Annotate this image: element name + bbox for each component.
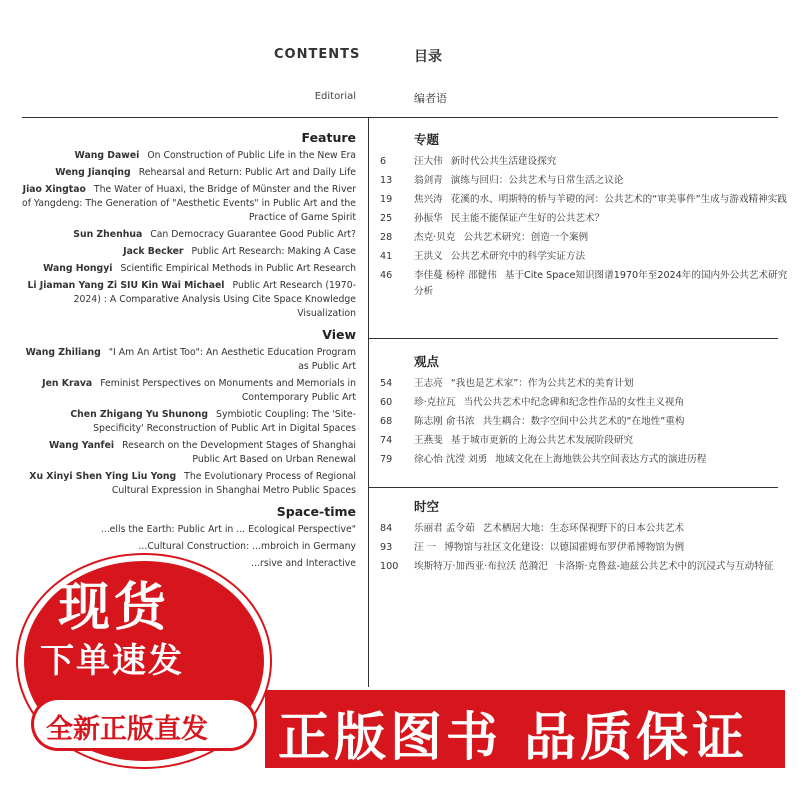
cn-entry-page: 28 [380,232,393,243]
editorial-label-en: Editorial [314,91,356,102]
cn-entry-author: 焦兴涛 [414,194,443,205]
cn-entry-title: 艺术栖居大地：生态环保视野下的日本公共艺术 [482,523,685,534]
cn-entry-author: 杰克·贝克 [414,232,456,243]
en-entry [22,245,356,259]
cn-entry-body [414,521,790,537]
cn-entry-title: 公共艺术研究中的科学实证方法 [450,251,586,262]
cn-entry-page: 100 [380,561,399,572]
en-entry-author: Wang Dawei [74,150,140,161]
cn-entry-body [414,173,790,189]
top-divider [22,117,778,118]
cn-section-title: 时空 [414,499,440,514]
en-entry [22,228,356,242]
en-entry-title: Can Democracy Guarantee Good Public Art? [150,229,356,240]
en-entry-title: ...Cultural Construction: ...mbroich in Germany [138,541,356,552]
cn-entry-body [414,154,790,170]
cn-entry-author: 徐心怡 沈滢 刘勇 [414,454,488,465]
en-entry-author: Jiao Xingtao [22,184,86,195]
cn-entry-page: 13 [380,175,393,186]
chinese-section-1 [380,130,790,303]
en-entry-author: Chen Zhigang Yu Shunong [70,409,209,420]
contents-heading-en: CONTENTS [274,47,361,62]
cn-entry [380,540,790,556]
en-entry-title: Research on the Development Stages of Shanghai Public Art Based on Urban Renewal [122,440,356,465]
cn-entry-title: 民主能不能保证产生好的公共艺术？ [450,213,605,224]
cn-entry-author: 乐丽君 孟令茹 [414,523,475,534]
cn-entry-title: 当代公共艺术中纪念碑和纪念性作品的女性主义视角 [463,397,685,408]
cn-entry-title: 花溪的水、明斯特的桥与羊磴的河：公共艺术的“审美事件”生成与游戏精神实践 [450,194,787,205]
cn-entry-page: 19 [380,194,393,205]
en-entry-author: Li Jiaman Yang Zi SIU Kin Wai Michael [27,280,225,291]
en-entry-title: On Construction of Public Life in the New Era [147,150,356,161]
contents-heading-cn: 目录 [414,49,442,65]
en-entry [22,523,356,537]
cn-entry-body [414,395,790,411]
section-divider-1 [368,338,778,339]
en-entry-author: Xu Xinyi Shen Ying Liu Yong [29,471,177,482]
cn-entry [380,433,790,449]
cn-entry-body [414,540,790,556]
cn-entry [380,452,790,468]
cn-entry-title: 卡洛斯·克鲁兹-迪兹公共艺术中的沉浸式与互动特征 [555,561,774,572]
cn-entry-body [414,192,790,208]
cn-entry-page: 46 [380,270,393,281]
cn-entry-page: 74 [380,435,393,446]
en-entry [22,149,356,163]
cn-entry-author: 王志亮 [414,378,443,389]
column-divider [368,117,369,687]
cn-entry [380,268,790,300]
section-divider-2 [368,487,778,488]
cn-entry [380,521,790,537]
chinese-section-3 [380,497,790,578]
en-entry-title: Public Art Research: Making A Case [191,246,356,257]
editorial-label-cn: 编者语 [414,92,447,105]
en-entry [22,439,356,467]
en-section [22,504,356,571]
cn-entry-page: 84 [380,523,393,534]
en-entry-author: Jen Krava [42,378,93,389]
chinese-section-2 [380,352,790,471]
promo-banner-text: 正版图书 品质保证 [278,708,749,768]
cn-entry-body [414,211,790,227]
cn-entry-page: 6 [380,156,387,167]
promo-badge-line2: 下单速发 [40,641,184,681]
en-entry [22,346,356,374]
en-entry-title: Symbiotic Coupling: The 'Site-Specificity' Reconstruction of Public Art in Digital Spaces [93,409,356,434]
cn-entry-page: 25 [380,213,393,224]
cn-entry [380,559,790,575]
cn-entry-body [414,230,790,246]
cn-entry-page: 41 [380,251,393,262]
cn-entry-body [414,249,790,265]
en-entry [22,183,356,225]
cn-entry-title: 新时代公共生活建设探究 [450,156,557,167]
en-entry-title: Scientific Empirical Methods in Public Art Research [120,263,356,274]
cn-entry-title: 博物馆与社区文化建设：以德国霍姆布罗伊希博物馆为例 [444,542,685,553]
cn-entry [380,230,790,246]
en-entry-author: Wang Zhiliang [25,347,101,358]
en-entry [22,262,356,276]
en-entry-author: Weng Jianqing [55,167,131,178]
cn-entry-title: 基于Cite Space知识图谱1970年至2024年的国内外公共艺术研究分析 [414,270,788,297]
cn-entry-author: 翁剑青 [414,175,443,186]
en-entry-title: ...rsive and Interactive [251,558,356,569]
cn-entry-body [414,559,790,575]
en-entry [22,470,356,498]
cn-entry-author: 孙振华 [414,213,443,224]
en-entry-author: Sun Zhenhua [73,229,143,240]
cn-section-title: 观点 [414,354,440,369]
cn-entry [380,376,790,392]
en-entry-author: Wang Hongyi [43,263,113,274]
en-entry-title: Feminist Perspectives on Monuments and Memorials in Contemporary Public Art [100,378,356,403]
en-entry-author: Wang Yanfei [49,440,115,451]
en-entry-title: Rehearsal and Return: Public Art and Daily Life [138,167,356,178]
cn-entry-author: 李佳蔓 杨梓 邵健伟 [414,270,497,281]
cn-entry-author: 王洪义 [414,251,443,262]
cn-entry-body [414,376,790,392]
en-entry [22,279,356,321]
cn-entry-title: 演练与回归：公共艺术与日常生活之议论 [450,175,624,186]
cn-entry-body [414,268,790,300]
en-entry-title: The Evolutionary Process of Regional Cultural Expression in Shanghai Metro Public Spaces [111,471,356,496]
en-entry-author: Jack Becker [123,246,184,257]
cn-entry [380,192,790,208]
cn-entry-author: 埃斯特万·加西亚·布拉沃 范漪汜 [414,561,548,572]
cn-section-title: 专题 [414,132,440,147]
cn-entry-title: 地域文化在上海地铁公共空间表达方式的演进历程 [495,454,707,465]
cn-entry-page: 79 [380,454,393,465]
cn-entry [380,395,790,411]
cn-entry-page: 60 [380,397,393,408]
en-entry-title: "I Am An Artist Too": An Aesthetic Education Program as Public Art [108,347,356,372]
en-entry [22,408,356,436]
cn-entry-title: 基于城市更新的上海公共艺术发展阶段研究 [450,435,634,446]
en-section-title: View [322,327,356,342]
cn-entry-author: 陈志刚 俞书浓 [414,416,475,427]
cn-entry-title: “我也是艺术家”：作为公共艺术的美育计划 [450,378,634,389]
en-section-title: Space-time [276,504,356,519]
en-section [22,327,356,498]
en-entry-title: The Water of Huaxi, the Bridge of Münster and the River of Yangdeng: The Generation of "Aesthetic Events" in Public Art and the Practice of Game Spirit [22,184,356,223]
cn-entry-title: 公共艺术研究：创造一个案例 [463,232,589,243]
cn-entry-author: 汪 一 [414,542,437,553]
promo-badge-line3: 全新正版直发 [46,714,208,745]
cn-entry-body [414,452,790,468]
cn-entry [380,414,790,430]
cn-entry-title: 共生耦合：数字空间中公共艺术的“在地性”重构 [482,416,685,427]
en-entry-title: ...ells the Earth: Public Art in ... Ecological Perspective" [100,524,356,535]
english-contents [22,130,356,577]
cn-entry [380,154,790,170]
cn-entry-author: 珍·克拉瓦 [414,397,456,408]
cn-entry-author: 汪大伟 [414,156,443,167]
cn-entry-page: 54 [380,378,393,389]
en-entry-title: Public Art Research (1970-2024) : A Comparative Analysis Using Cite Space Knowledge Visualization [73,280,356,319]
cn-entry-body [414,414,790,430]
cn-entry-page: 68 [380,416,393,427]
cn-entry [380,211,790,227]
en-entry [22,166,356,180]
en-entry [22,540,356,554]
cn-entry-body [414,433,790,449]
en-section [22,130,356,321]
cn-entry [380,173,790,189]
cn-entry-author: 王燕斐 [414,435,443,446]
cn-entry-page: 93 [380,542,393,553]
en-entry [22,377,356,405]
cn-entry [380,249,790,265]
en-section-title: Feature [301,130,356,145]
promo-badge-line1: 现货 [58,578,171,638]
